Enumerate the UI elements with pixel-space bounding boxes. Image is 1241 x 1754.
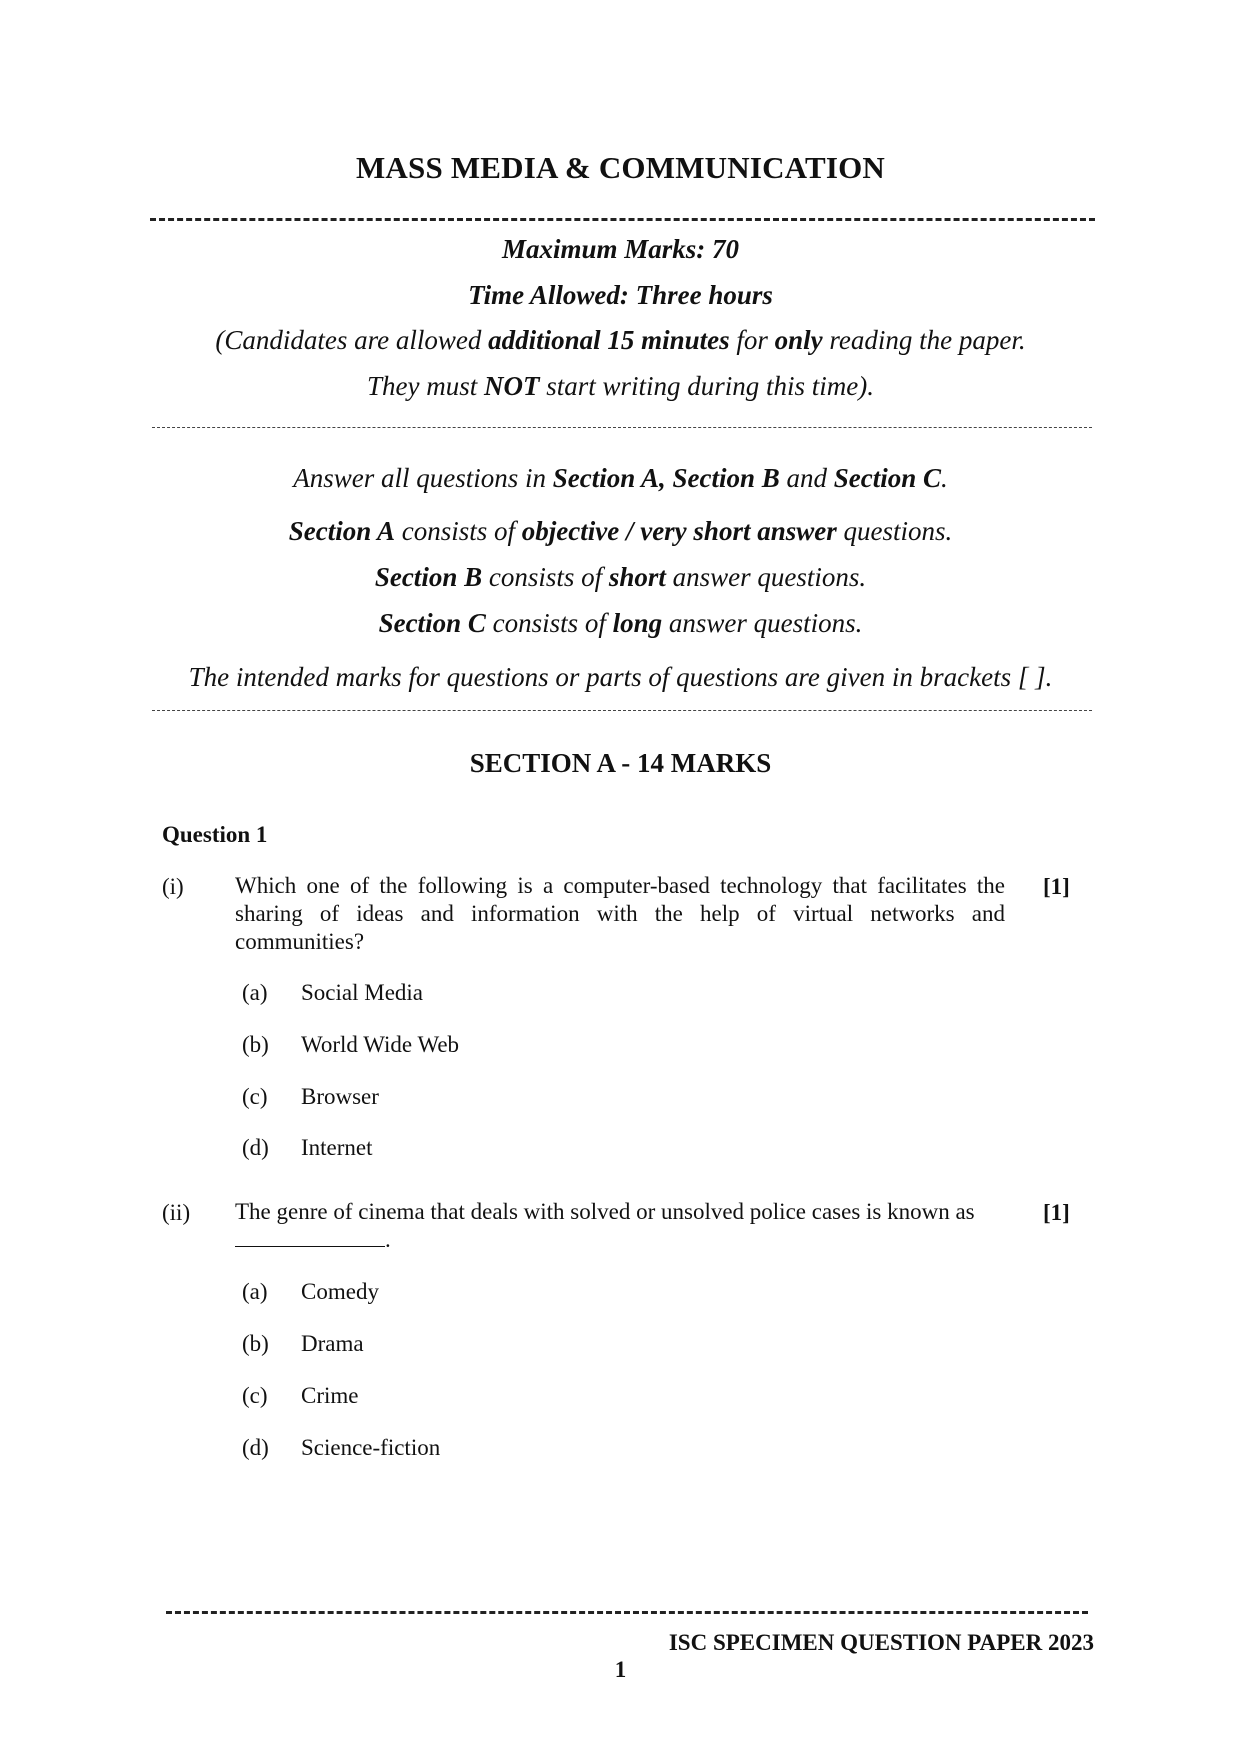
instr-text: reading the paper. <box>822 325 1026 355</box>
instr-text: They must <box>366 371 484 401</box>
instr-bold: only <box>774 325 823 355</box>
option-label: (a) <box>242 1279 268 1304</box>
section-a-description <box>0 516 1241 547</box>
paper-title: MASS MEDIA & COMMUNICATION <box>355 150 886 185</box>
divider-sections <box>152 710 1092 711</box>
option-label: (b) <box>242 1331 269 1356</box>
instr-text: consists of <box>482 562 609 592</box>
option-text: Comedy <box>301 1279 379 1304</box>
instr-bold: short <box>608 562 666 592</box>
instr-text: answer questions. <box>665 562 867 592</box>
question-heading: Question 1 <box>162 822 268 847</box>
section-c-description <box>0 608 1241 639</box>
instr-text: for <box>729 325 775 355</box>
instr-text: and <box>779 463 834 493</box>
instr-bold: Section C <box>833 463 942 493</box>
instr-text: . <box>941 463 948 493</box>
option-text: Browser <box>301 1084 379 1109</box>
option-text: Internet <box>301 1135 373 1160</box>
divider-top <box>150 218 1095 221</box>
option-label: (d) <box>242 1435 269 1460</box>
instr-text: consists of <box>485 608 613 638</box>
option-text: Crime <box>301 1383 359 1408</box>
option-label: (b) <box>242 1032 269 1057</box>
answer-all-instruction <box>0 463 1241 494</box>
answer-blank <box>235 1228 385 1247</box>
instr-bold: Section A <box>288 516 395 546</box>
instr-bold: Section B <box>374 562 483 592</box>
instr-text: start writing during this time). <box>539 371 875 401</box>
option-label: (d) <box>242 1135 269 1160</box>
instr-text: Answer all questions in <box>293 463 553 493</box>
instr-bold: Section A, Section B <box>552 463 780 493</box>
instr-text: answer questions. <box>662 608 863 638</box>
footer-title: ISC SPECIMEN QUESTION PAPER 2023 <box>668 1630 1094 1655</box>
section-heading: SECTION A - 14 MARKS <box>469 748 772 778</box>
reading-time-instruction <box>0 325 1241 356</box>
instr-bold: NOT <box>483 371 540 401</box>
instr-bold: Section C <box>378 608 486 638</box>
marks-note: The intended marks for questions or parts of questions are given in brackets [ ]. <box>188 662 1053 692</box>
instr-bold: long <box>612 608 663 638</box>
question-marks: [1] <box>1043 874 1070 899</box>
footer-divider <box>166 1611 1088 1614</box>
instr-bold: objective / very short answer <box>521 516 837 546</box>
max-marks: Maximum Marks: 70 <box>501 234 740 264</box>
section-b-description <box>0 562 1241 593</box>
option-text: Social Media <box>301 980 423 1005</box>
option-text: Drama <box>301 1331 364 1356</box>
instr-bold: additional 15 minutes <box>488 325 730 355</box>
question-text: Which one of the following is a computer-based technology that facilitates the sharing of ideas and information with the help of virtual networks and communities? <box>235 873 1005 954</box>
question-text-part: The genre of cinema that deals with solved or unsolved police cases is known as <box>235 1199 975 1224</box>
option-label: (c) <box>242 1084 268 1109</box>
question-text <box>235 1198 1005 1254</box>
no-writing-instruction <box>0 371 1241 402</box>
instr-text: questions. <box>836 516 953 546</box>
time-allowed: Time Allowed: Three hours <box>468 280 773 310</box>
question-text-part: . <box>385 1227 391 1252</box>
instr-text: (Candidates are allowed <box>215 325 489 355</box>
instr-text: consists of <box>395 516 522 546</box>
page-number: 1 <box>614 1657 627 1682</box>
option-label: (a) <box>242 980 268 1005</box>
question-number: (ii) <box>162 1200 191 1225</box>
divider-instructions <box>152 427 1092 428</box>
option-text: Science-fiction <box>301 1435 441 1460</box>
question-number: (i) <box>162 874 184 899</box>
question-marks: [1] <box>1043 1200 1070 1225</box>
option-label: (c) <box>242 1383 268 1408</box>
option-text: World Wide Web <box>301 1032 460 1057</box>
